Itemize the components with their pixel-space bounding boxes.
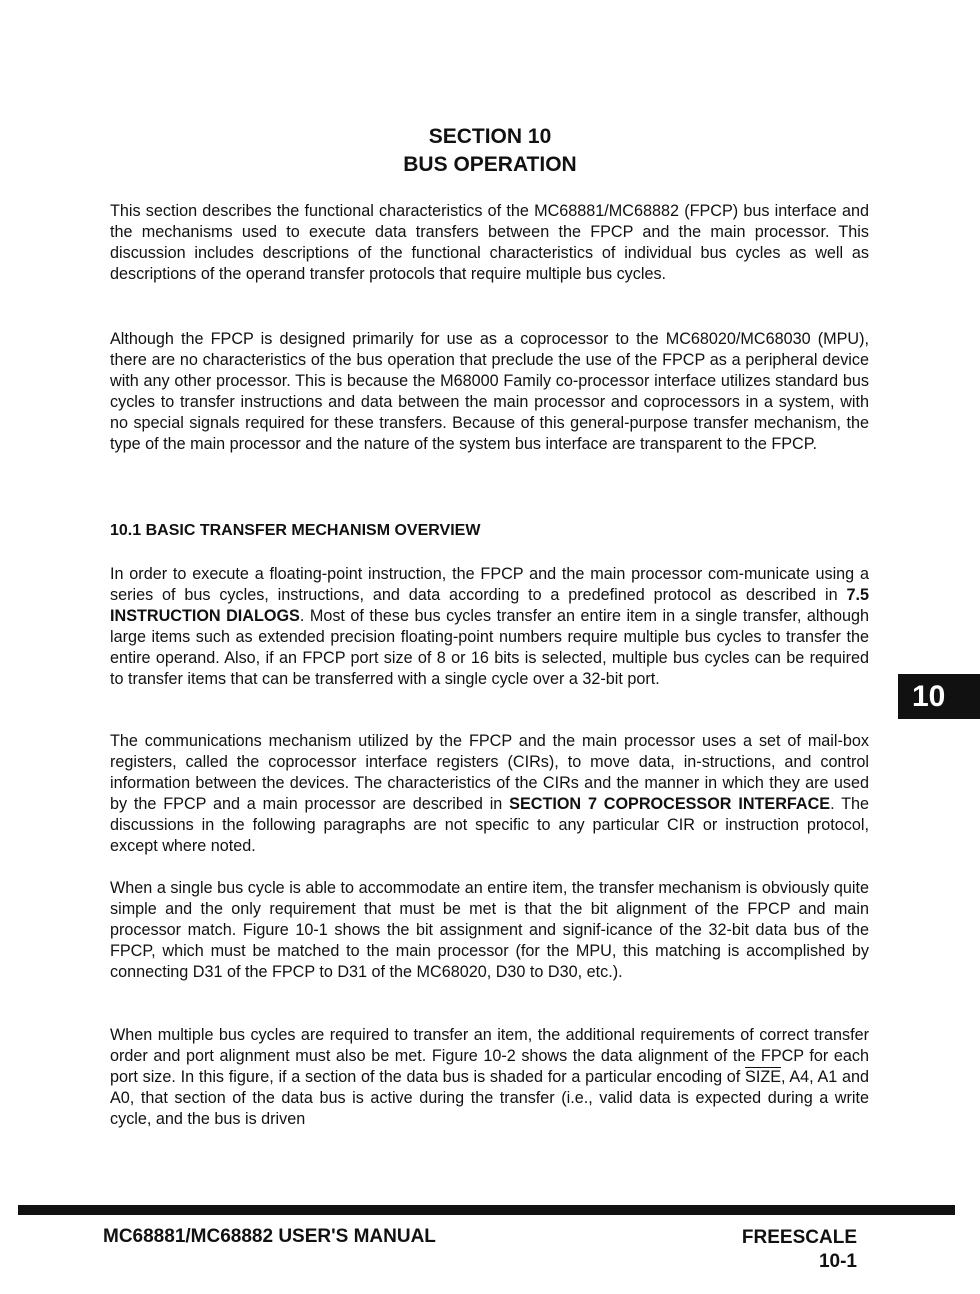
footer-brand: FREESCALE — [741, 1227, 857, 1248]
subsection-heading: 10.1 BASIC TRANSFER MECHANISM OVERVIEW — [110, 522, 481, 539]
subsection-paragraph-3: When a single bus cycle is able to accommodate an entire item, the transfer mechanism is obviously quite simple and the only requirement that must be met is that the bit alignment of the FPCP and main processor match. Figure 10-1 shows the bit assignment and signif-icance of the 32-bit data bus of the FPCP, which must be matched to the main processor (for the MPU, this matching is accomplished by connecting D31 of the FPCP to D31 of the MC68020, D30 to D30, etc.). — [110, 879, 869, 981]
intro-paragraph-1: This section describes the functional characteristics of the MC68881/MC68882 (FPCP) bus interface and the mechanisms used to execute data transfers between the FPCP and the main processor. This discussion includes descriptions of the functional characteristics of individual bus cycles as well as descriptions of the operand transfer protocols that require multiple bus cycles. — [110, 202, 869, 283]
page-number: 10-1 — [818, 1251, 857, 1272]
instruction-dialogs-reference: 7.5 INSTRUCTION DIALOGS — [110, 586, 869, 625]
section-name: BUS OPERATION — [403, 153, 577, 176]
page-title — [0, 123, 980, 179]
footer-right-block — [700, 1226, 857, 1274]
footer-divider — [18, 1205, 955, 1215]
section-tab-marker: 10 — [898, 674, 980, 719]
subsection-paragraph-4 — [110, 1025, 869, 1130]
subsection-paragraph-1 — [110, 564, 869, 690]
p4-text-b: , A4, A1 and A0, that section of the data bus is active during the transfer (i.e., valid data is expected during a write cycle, and the bus is driven — [110, 1068, 869, 1128]
p1-text-b: . Most of these bus cycles transfer an entire item in a single transfer, although large items such as extended precision floating-point numbers require multiple bus cycles to transfer the entire operand. Also, if an FPCP port size of 8 or 16 bits is selected, multiple bus cycles can be required to transfer items that can be transferred with a single cycle over a 32-bit port. — [110, 607, 870, 688]
p4-text-a: When multiple bus cycles are required to transfer an item, the additional requirements of correct transfer order and port alignment must also be met. Figure 10-2 shows the data alignment of the FPCP for each port size. In this figure, if a section of the data bus is shaded for a particular encoding of — [110, 1026, 869, 1086]
section-number: SECTION 10 — [428, 125, 552, 148]
p2-text-b: . The discussions in the following paragraphs are not specific to any particular CIR or instruction protocol, except where noted. — [110, 795, 869, 855]
subsection-paragraph-2 — [110, 731, 869, 857]
p1-text-a: In order to execute a floating-point instruction, the FPCP and the main processor com-municate using a series of bus cycles, instructions, and data according to a predefined protocol as described in — [110, 565, 869, 604]
footer-manual-title: MC68881/MC68882 USER'S MANUAL — [103, 1226, 436, 1247]
size-signal: SIZE — [745, 1068, 782, 1086]
p2-text-a: The communications mechanism utilized by the FPCP and the main processor uses a set of mail-box registers, called the coprocessor interface registers (CIRs), to move data, in-structions, and control information between the devices. The characteristics of the CIRs and the manner in which they are used by the FPCP and a main processor are described in — [110, 732, 869, 813]
coprocessor-interface-reference: SECTION 7 COPROCESSOR INTERFACE — [509, 795, 831, 813]
intro-paragraph-2: Although the FPCP is designed primarily for use as a coprocessor to the MC68020/MC68030 (MPU), there are no characteristics of the bus operation that preclude the use of the FPCP as a peripheral device with any other processor. This is because the M68000 Family co-processor interface utilizes standard bus cycles to transfer instructions and data between the main processor and coprocessors in a system, with no special signals required for these transfers. Because of this general-purpose transfer mechanism, the type of the main processor and the nature of the system bus interface are transparent to the FPCP. — [110, 330, 869, 453]
